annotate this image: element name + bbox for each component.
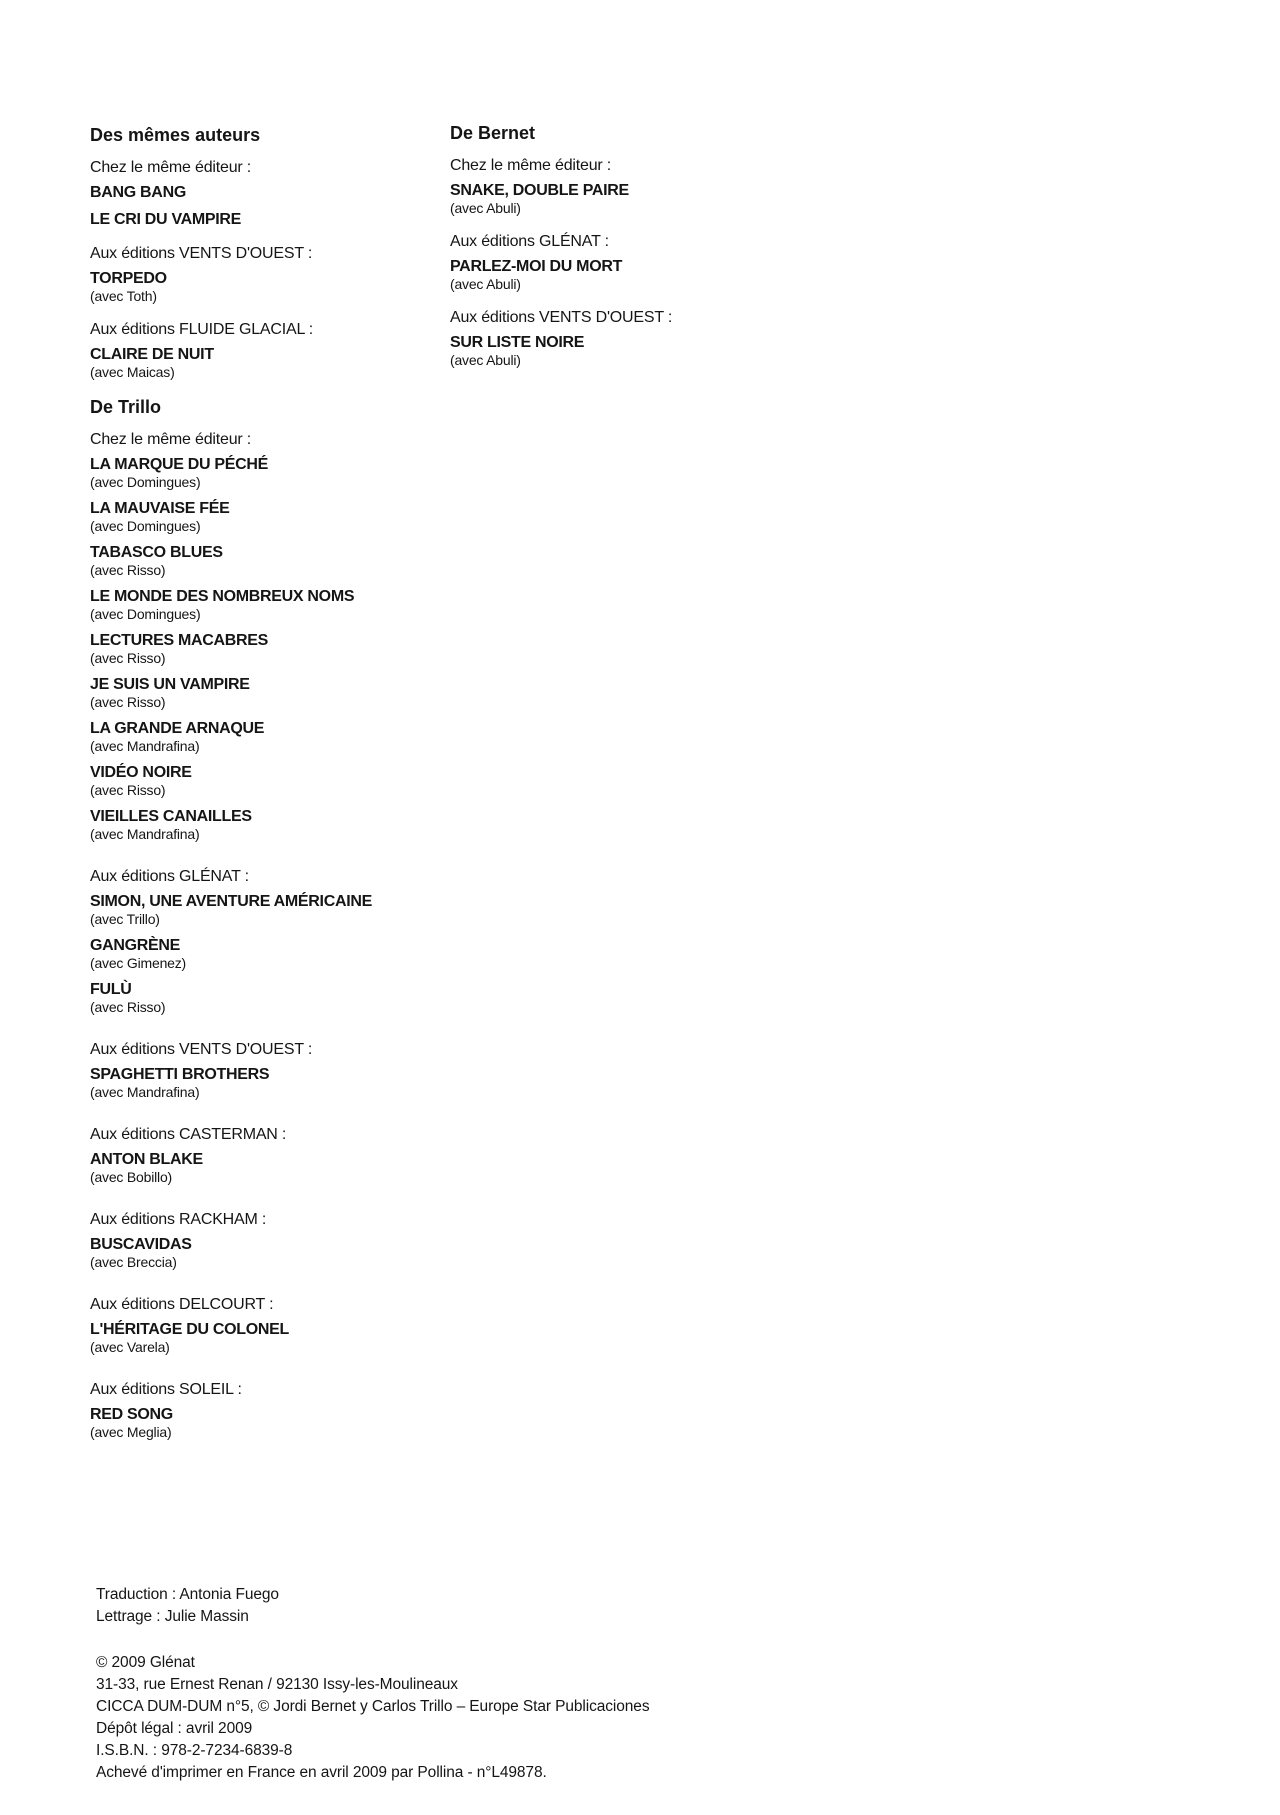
book-collaborator: (avec Bobillo) [90,1169,173,1185]
book-entry [450,257,870,293]
credit-line: Traduction : Antonia Fuego [96,1586,279,1603]
book-title: ANTON BLAKE [90,1151,203,1168]
book-entry [450,181,870,217]
book-collaborator: (avec Toth) [90,288,157,304]
book-entry [90,936,490,972]
book-title: LECTURES MACABRES [90,632,269,649]
book-entry [90,1235,490,1271]
book-entry [90,1150,490,1186]
publisher-group [90,1210,490,1271]
section-same-authors [90,124,490,381]
publisher-group [450,156,870,217]
publisher-group [90,1040,490,1101]
book-entry [90,675,490,711]
publisher-label: Aux éditions RACKHAM : [90,1211,267,1228]
credit-line: Lettrage : Julie Massin [96,1608,249,1625]
book-collaborator: (avec Abuli) [450,276,521,292]
publisher-group [90,1380,490,1441]
book-collaborator: (avec Mandrafina) [90,738,200,754]
publisher-label: Aux éditions GLÉNAT : [450,233,609,250]
book-collaborator: (avec Domingues) [90,606,201,622]
publisher-group [90,430,490,843]
book-collaborator: (avec Meglia) [90,1424,172,1440]
book-collaborator: (avec Breccia) [90,1254,177,1270]
left-column [90,124,490,1465]
book-entry [90,1065,490,1101]
book-entry [90,455,490,491]
publisher-group [90,1295,490,1356]
book-title: SUR LISTE NOIRE [450,334,585,351]
book-entry [90,892,490,928]
book-entry [90,543,490,579]
book-collaborator: (avec Risso) [90,562,166,578]
publisher-label: Aux éditions SOLEIL : [90,1381,242,1398]
publisher-group [450,308,870,369]
book-entry [90,210,490,229]
book-title: BANG BANG [90,184,186,201]
book-entry [90,719,490,755]
publisher-label: Aux éditions FLUIDE GLACIAL : [90,321,314,338]
publisher-label: Chez le même éditeur : [450,157,612,174]
legal-line: Dépôt légal : avril 2009 [96,1720,253,1737]
book-title: VIEILLES CANAILLES [90,808,252,825]
legal-block [96,1652,896,1784]
book-title: LE MONDE DES NOMBREUX NOMS [90,588,355,605]
book-collaborator: (avec Risso) [90,694,166,710]
book-collaborator: (avec Mandrafina) [90,1084,200,1100]
book-entry [90,980,490,1016]
book-collaborator: (avec Risso) [90,782,166,798]
book-title: SPAGHETTI BROTHERS [90,1066,270,1083]
publisher-group [90,244,490,305]
book-title: TORPEDO [90,270,167,287]
book-title: JE SUIS UN VAMPIRE [90,676,250,693]
book-collaborator: (avec Mandrafina) [90,826,200,842]
publisher-label: Aux éditions VENTS D'OUEST : [90,245,313,262]
publisher-label: Chez le même éditeur : [90,159,252,176]
book-title: FULÙ [90,981,132,998]
book-collaborator: (avec Abuli) [450,352,521,368]
book-collaborator: (avec Domingues) [90,518,201,534]
book-collaborator: (avec Domingues) [90,474,201,490]
book-title: L'HÉRITAGE DU COLONEL [90,1321,289,1338]
book-entry [90,183,490,202]
book-collaborator: (avec Risso) [90,999,166,1015]
publisher-group [90,158,490,229]
book-entry [90,345,490,381]
section-heading: Des mêmes auteurs [90,125,261,145]
book-collaborator: (avec Risso) [90,650,166,666]
credits-block [96,1584,896,1628]
book-title: LA MAUVAISE FÉE [90,500,230,517]
colophon [96,1584,896,1784]
book-collaborator: (avec Trillo) [90,911,160,927]
legal-line: I.S.B.N. : 978-2-7234-6839-8 [96,1742,293,1759]
book-entry [90,587,490,623]
book-entry [90,1405,490,1441]
legal-line: © 2009 Glénat [96,1654,195,1671]
publisher-label: Aux éditions VENTS D'OUEST : [450,309,673,326]
publisher-group [90,1125,490,1186]
publisher-label: Aux éditions VENTS D'OUEST : [90,1041,313,1058]
book-entry [90,1320,490,1356]
book-entry [90,631,490,667]
book-title: TABASCO BLUES [90,544,223,561]
book-title: CLAIRE DE NUIT [90,346,214,363]
book-entry [450,333,870,369]
publisher-label: Aux éditions GLÉNAT : [90,868,249,885]
publisher-label: Aux éditions DELCOURT : [90,1296,274,1313]
publisher-group [90,320,490,381]
book-entry [90,763,490,799]
book-title: PARLEZ-MOI DU MORT [450,258,623,275]
book-entry [90,499,490,535]
book-collaborator: (avec Gimenez) [90,955,187,971]
publisher-label: Aux éditions CASTERMAN : [90,1126,287,1143]
book-title: SNAKE, DOUBLE PAIRE [450,182,629,199]
legal-line: 31-33, rue Ernest Renan / 92130 Issy-les-Moulineaux [96,1676,458,1693]
section-bernet [450,122,870,369]
book-title: LA GRANDE ARNAQUE [90,720,265,737]
book-title: BUSCAVIDAS [90,1236,192,1253]
book-entry [90,269,490,305]
book-title: LE CRI DU VAMPIRE [90,211,242,228]
publisher-group [90,867,490,1016]
section-heading: De Trillo [90,397,162,417]
legal-line: CICCA DUM-DUM n°5, © Jordi Bernet y Carlos Trillo – Europe Star Publicaciones [96,1698,650,1715]
book-title: SIMON, UNE AVENTURE AMÉRICAINE [90,893,372,910]
book-title: LA MARQUE DU PÉCHÉ [90,456,269,473]
book-entry [90,807,490,843]
book-collaborator: (avec Abuli) [450,200,521,216]
book-title: VIDÉO NOIRE [90,764,192,781]
publisher-label: Chez le même éditeur : [90,431,252,448]
section-trillo [90,396,490,1441]
book-title: RED SONG [90,1406,173,1423]
book-collaborator: (avec Varela) [90,1339,170,1355]
legal-line: Achevé d'imprimer en France en avril 2009 par Pollina - n°L49878. [96,1764,547,1781]
right-column [450,122,870,384]
book-title: GANGRÈNE [90,937,181,954]
section-heading: De Bernet [450,123,536,143]
book-collaborator: (avec Maicas) [90,364,175,380]
publisher-group [450,232,870,293]
